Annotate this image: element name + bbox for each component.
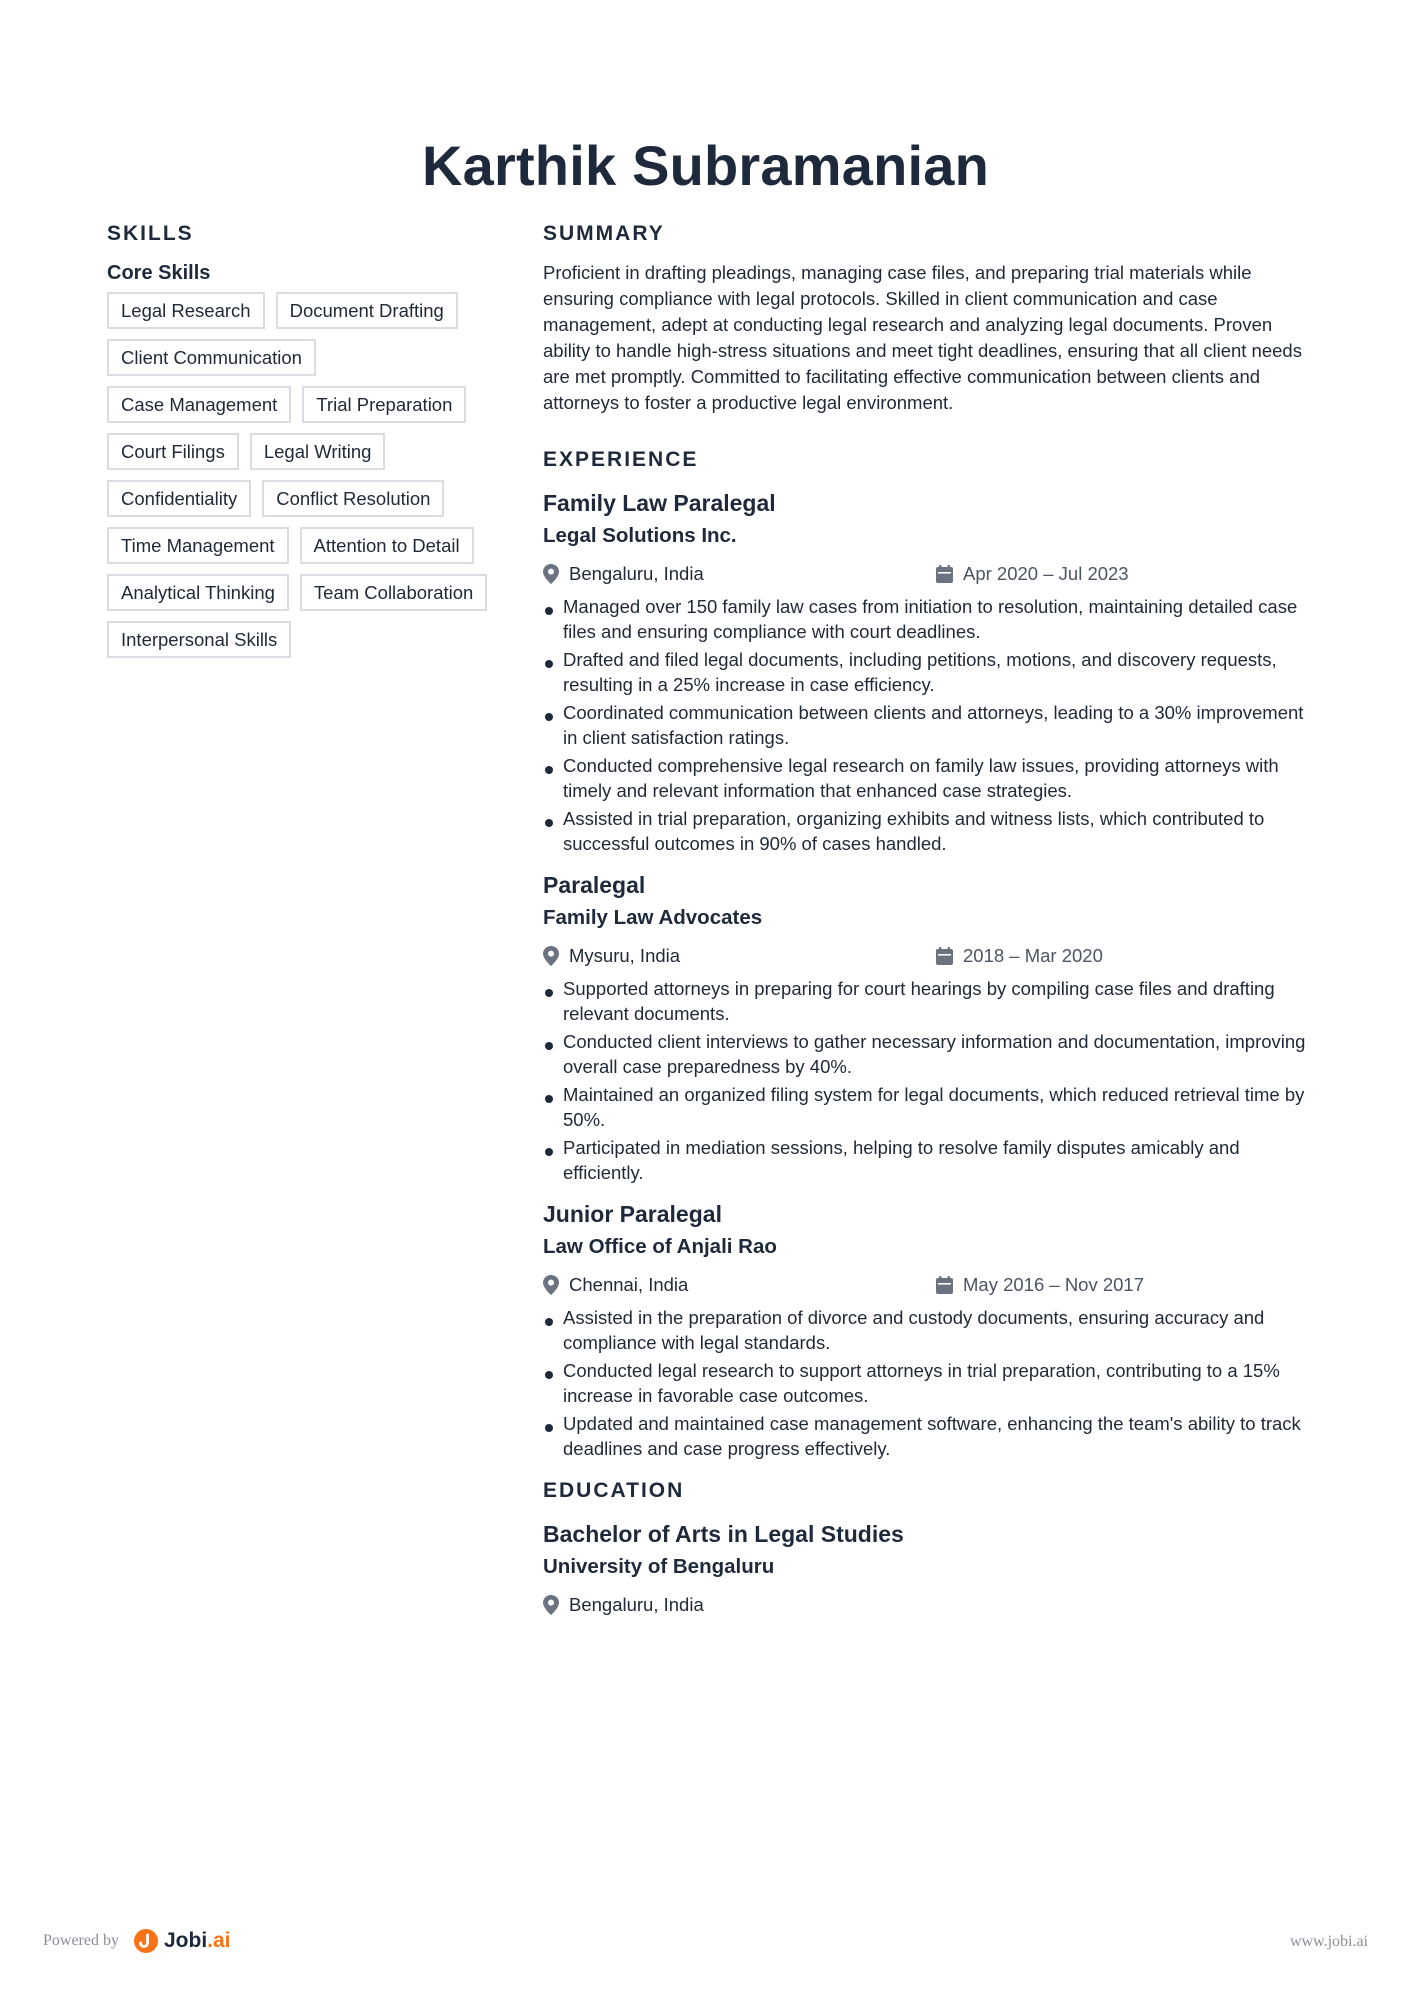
bullet-item: Participated in mediation sessions, helping to resolve family disputes amicably and efficiently.: [543, 1135, 1313, 1185]
skill-tag: Case Management: [107, 386, 291, 423]
job-meta: [543, 560, 1313, 588]
skill-tag: Interpersonal Skills: [107, 621, 291, 658]
job-entry: [543, 870, 1313, 1185]
website-link[interactable]: www.jobi.ai: [1289, 1933, 1368, 1950]
calendar-icon: [936, 947, 953, 965]
job-bullets: [543, 594, 1313, 856]
experience-section: [543, 446, 1313, 1461]
powered-by-label: Powered by: [43, 1932, 119, 1949]
candidate-name: Karthik Subramanian: [421, 134, 990, 197]
job-dates: [936, 560, 1129, 588]
skill-tag: Team Collaboration: [300, 574, 487, 611]
job-location: [543, 1271, 688, 1299]
bullet-item: Updated and maintained case management software, enhancing the team's ability to track deadlines and case progress effectively.: [543, 1411, 1313, 1461]
job-title: Paralegal: [543, 872, 646, 898]
skill-tag: Analytical Thinking: [107, 574, 289, 611]
map-pin-icon: [543, 564, 559, 584]
job-meta: [543, 942, 1313, 970]
bullet-item: Drafted and filed legal documents, including petitions, motions, and discovery requests, resulting in a 25% increase in case efficiency.: [543, 647, 1313, 697]
bullet-item: Managed over 150 family law cases from initiation to resolution, maintaining detailed case files and ensuring compliance with court deadlines.: [543, 594, 1313, 644]
company-name: Legal Solutions Inc.: [543, 524, 737, 547]
map-pin-icon: [543, 946, 559, 966]
education-location: [543, 1591, 704, 1619]
bullet-item: Supported attorneys in preparing for court hearings by compiling case files and drafting relevant documents.: [543, 976, 1313, 1026]
location-text: Mysuru, India: [569, 945, 681, 966]
location-text: Bengaluru, India: [569, 563, 704, 584]
bullet-item: Assisted in the preparation of divorce and custody documents, ensuring accuracy and compliance with legal standards.: [543, 1305, 1313, 1355]
calendar-icon: [936, 1276, 953, 1294]
core-skills-title: Core Skills: [107, 262, 211, 284]
job-bullets: [543, 976, 1313, 1185]
jobi-brand-link[interactable]: [133, 1928, 231, 1954]
date-text: Apr 2020 – Jul 2023: [963, 563, 1129, 584]
job-entry: [543, 1199, 1313, 1461]
skill-tag: Confidentiality: [107, 480, 251, 517]
job-meta: [543, 1271, 1313, 1299]
skill-tag: Legal Writing: [250, 433, 386, 470]
skill-tag: Court Filings: [107, 433, 239, 470]
bullet-item: Conducted client interviews to gather necessary information and documentation, improving overall case preparedness by 40%.: [543, 1029, 1313, 1079]
map-pin-icon: [543, 1595, 559, 1615]
job-location: [543, 560, 704, 588]
education-meta: [543, 1591, 1313, 1619]
date-text: 2018 – Mar 2020: [963, 945, 1103, 966]
skill-tag: Client Communication: [107, 339, 316, 376]
job-location: [543, 942, 680, 970]
powered-by-footer: [43, 1928, 231, 1954]
brand-suffix: .ai: [207, 1929, 231, 1952]
bullet-item: Coordinated communication between clients and attorneys, leading to a 30% improvement in client satisfaction ratings.: [543, 700, 1313, 750]
job-title: Family Law Paralegal: [543, 490, 776, 516]
company-name: Law Office of Anjali Rao: [543, 1235, 777, 1258]
company-name: Family Law Advocates: [543, 906, 763, 929]
job-dates: [936, 942, 1103, 970]
bullet-item: Maintained an organized filing system for legal documents, which reduced retrieval time by 50%.: [543, 1082, 1313, 1132]
date-text: May 2016 – Nov 2017: [963, 1274, 1145, 1295]
skill-tag: Trial Preparation: [302, 386, 466, 423]
school-name: University of Bengaluru: [543, 1555, 775, 1578]
summary-heading: SUMMARY: [543, 222, 665, 245]
calendar-icon: [936, 565, 953, 583]
brand-name: Jobi: [163, 1929, 208, 1952]
bullet-item: Conducted comprehensive legal research on family law issues, providing attorneys with timely and relevant information that enhanced case strategies.: [543, 753, 1313, 803]
map-pin-icon: [543, 1275, 559, 1295]
skill-tag: Time Management: [107, 527, 289, 564]
location-text: Bengaluru, India: [569, 1594, 704, 1615]
jobi-logo-icon: [133, 1928, 159, 1954]
experience-heading: EXPERIENCE: [543, 448, 699, 471]
skills-heading: SKILLS: [107, 222, 194, 245]
job-bullets: [543, 1305, 1313, 1461]
education-heading: EDUCATION: [543, 1479, 685, 1502]
skill-tag: Document Drafting: [276, 292, 458, 329]
bullet-item: Conducted legal research to support attorneys in trial preparation, contributing to a 15% increase in favorable case outcomes.: [543, 1358, 1313, 1408]
degree-title: Bachelor of Arts in Legal Studies: [543, 1521, 904, 1547]
job-dates: [936, 1271, 1144, 1299]
skill-tag: Conflict Resolution: [262, 480, 444, 517]
summary-text: Proficient in drafting pleadings, managing case files, and preparing trial materials while ensuring compliance with legal protocols. Skilled in client communication and case management, adept at conducting legal research and analyzing legal documents. Proven ability to handle high-stress situations and meet tight deadlines, ensuring that all client needs are met promptly. Committed to facilitating effective communication between clients and attorneys to foster a productive legal environment.: [543, 262, 1302, 413]
job-title: Junior Paralegal: [543, 1201, 722, 1227]
location-text: Chennai, India: [569, 1274, 689, 1295]
education-section: [543, 1477, 1313, 1619]
skill-tag: Legal Research: [107, 292, 265, 329]
bullet-item: Assisted in trial preparation, organizing exhibits and witness lists, which contributed to successful outcomes in 90% of cases handled.: [543, 806, 1313, 856]
main-column: [543, 220, 1313, 1619]
skill-tag: Attention to Detail: [300, 527, 474, 564]
skills-list: [107, 292, 507, 658]
skills-column: [107, 220, 507, 658]
job-entry: [543, 488, 1313, 856]
